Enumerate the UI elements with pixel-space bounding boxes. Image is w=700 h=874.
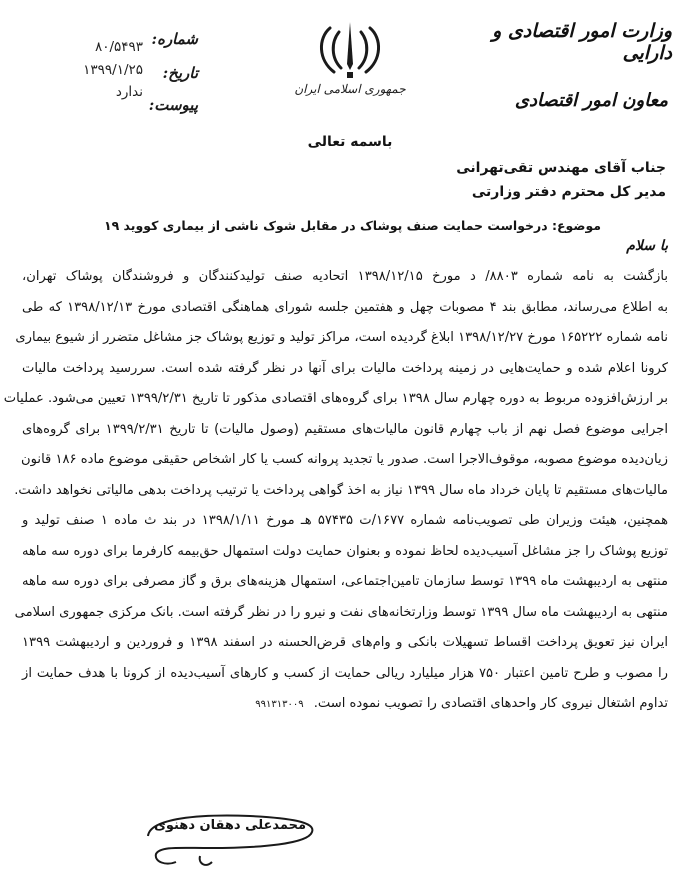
- salutation: با سلام: [626, 238, 668, 254]
- body-line: ایران نیز تعویق پرداخت اقساط تسهیلات بانکی و وام‌های قرض‌الحسنه در اسفند ۱۳۹۸ و فروردین و اردیبهشت ۱۳۹۹: [22, 635, 668, 650]
- recipient-title: مدیر کل محترم دفتر وزارتی: [471, 184, 666, 200]
- iran-emblem-icon: [300, 14, 400, 84]
- body-line: بر ارزش‌افزوده مربوط به دوره چهارم سال ۱۳۹۸ برای گروه‌های اقتصادی مذکور تا تاریخ ۱۳۹۹/۲/۳۱ تعیین می‌شود. عملیات: [3, 391, 668, 406]
- letter-number: ۸۰/۵۴۹۳: [94, 39, 143, 55]
- body-line: همچنین، هیئت وزیران طی تصویب‌نامه شماره ۱۶۷۷/ت ۵۷۴۳۵ هـ مورخ ۱۳۹۸/۱/۱۱ در بند ث ماده ۱ صنف تولید و: [22, 513, 668, 528]
- letter-date: ۱۳۹۹/۱/۲۵: [83, 61, 143, 78]
- meta-values: [28, 36, 143, 104]
- body-line: توزیع پوشاک را جز مشاغل آسیب‌دیده لحاظ نموده و بعنوان حمایت دولت استمهال حق‌بیمه کارفرما برای دوره سه ماهه: [22, 543, 668, 559]
- body-line: منتهی به اردیبهشت ماه سال ۱۳۹۹ توسط وزارتخانه‌های نفت و نیرو را در نظر گرفته است. بانک مرکزی جمهوری اسلامی: [14, 604, 668, 620]
- body-line: نامه شماره ۱۶۵۲۲۲ مورخ ۱۳۹۸/۱۲/۲۷ ابلاغ گردیده است، مراکز تولید و توزیع پوشاک جز مشاغل متضرر از شیوع بیماری: [15, 330, 668, 345]
- body-line: مالیات‌های مستقیم تا پایان خرداد ماه سال ۱۳۹۹ نیاز به اخذ گواهی پرداخت یا ترتیب پرداخت بدهی مالیاتی نخواهد داشت.: [14, 482, 668, 498]
- attachment-label: پیوست:: [148, 96, 198, 114]
- basmala: باسمه تعالی: [307, 134, 393, 150]
- date-label: تاریخ:: [162, 64, 198, 82]
- body-line: به اطلاع می‌رساند، مطابق بند ۴ مصوبات چهل و هفتمین جلسه شورای هماهنگی اقتصادی مورخ ۱۳۹۸/۱۲/۱۳ که طی: [22, 299, 668, 315]
- signatory-name: محمدعلی دهقان دهنوی: [153, 818, 307, 833]
- body-line: زیان‌دیده موضوع مصوبه، موقوف‌الاجرا است. صدور یا تجدید پروانه کسب یا کار اشخاص حقیقی موضوع ماده ۱۸۶ قانون: [21, 452, 668, 467]
- letter-body: [3, 262, 668, 720]
- document-code: ۹۹۱۳۱۳۰۰۹: [255, 699, 304, 710]
- subject-line: موضوع: درخواست حمایت صنف پوشاک در مقابل شوک ناشی از بیماری کووید ۱۹: [103, 218, 602, 233]
- deputy-heading: معاون امور اقتصادی: [514, 90, 668, 111]
- letter-attachment: ندارد: [115, 84, 143, 100]
- body-line: بازگشت به نامه شماره ۸۸۰۳/ د مورخ ۱۳۹۸/۱۲/۱۵ اتحادیه صنف تولیدکنندگان و فروشندگان پوشاک تهران،: [22, 269, 668, 284]
- ministry-heading: وزارت امور اقتصادی و دارایی: [492, 20, 672, 64]
- body-line-last: [22, 689, 668, 720]
- body-line: را مصوب و طرح تامین اعتبار ۷۵۰ هزار میلیارد ریالی حمایت از کسب و کارهای آسیب‌دیده از کرونا با هدف حمایت از: [22, 665, 668, 681]
- body-line: منتهی به اردیبهشت ماه ۱۳۹۹ توسط سازمان تامین‌اجتماعی، استمهال هزینه‌های برق و گاز مصرفی برای دوره سه ماهه: [22, 574, 668, 589]
- emblem-caption: جمهوری اسلامی ایران: [294, 82, 406, 96]
- body-line: اجرایی موضوع فصل نهم از باب چهارم قانون مالیات‌های مستقیم (وصول مالیات) تا تاریخ ۱۳۹۹/۲/۳۱ برای گروه‌های: [22, 421, 668, 437]
- number-label: شماره:: [151, 30, 198, 48]
- body-line: تداوم اشتغال نیروی کار واحدهای اقتصادی را تصویب نموده است.: [313, 696, 668, 711]
- recipient-name: جناب آقای مهندس تقی‌تهرانی: [456, 160, 666, 176]
- body-line: کرونا اعلام شده و حمایت‌هایی در زمینه پرداخت مالیات برای آنها در نظر گرفته شده است. سررسید پرداخت مالیات: [22, 360, 668, 376]
